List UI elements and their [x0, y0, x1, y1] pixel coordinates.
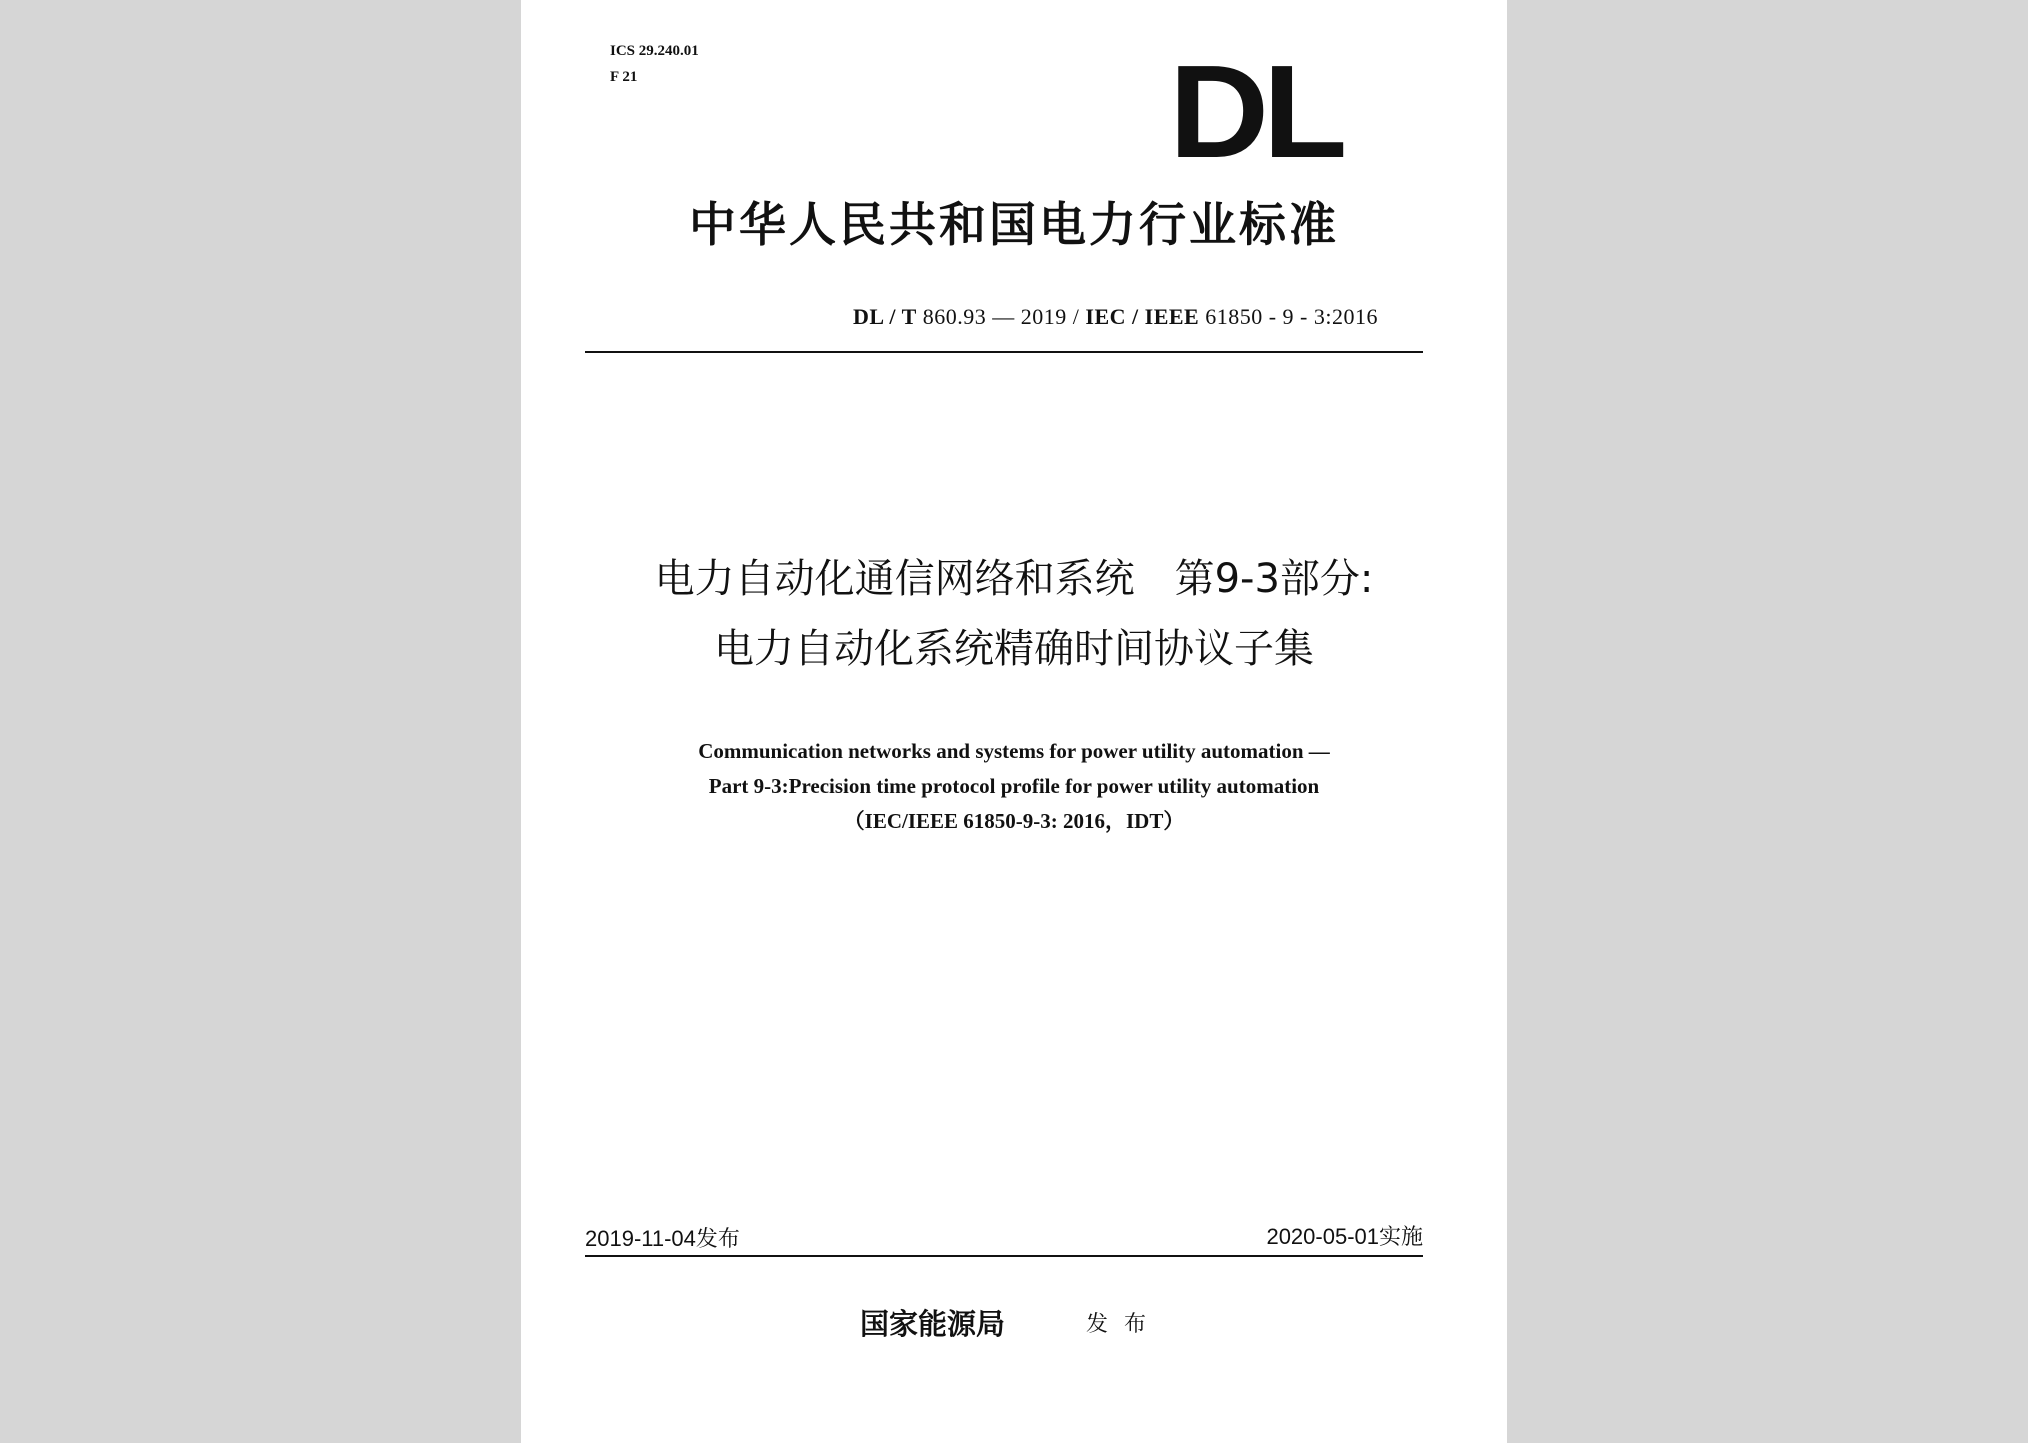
ccs-code: F 21 [610, 69, 638, 85]
standard-organization-title: 中华人民共和国电力行业标准 [689, 198, 1339, 253]
english-title-line-1: Communication networks and systems for power utility automation — [698, 739, 1330, 763]
bottom-divider [585, 1255, 1423, 1257]
english-title [561, 734, 1467, 839]
english-title-line-2: Part 9-3:Precision time protocol profile for power utility automation [708, 774, 1320, 798]
iec-number: 61850 - 9 - 3:2016 [1199, 304, 1378, 329]
dl-number: 860.93 — 2019 / [916, 304, 1086, 329]
classification-codes [610, 38, 699, 90]
top-divider [585, 351, 1423, 353]
iec-prefix: IEC / IEEE [1085, 304, 1200, 329]
chinese-title-line-2: 电力自动化系统精确时间协议子集 [714, 626, 1314, 672]
publish-date: 2019-11-04发布 [585, 1226, 740, 1251]
standard-code [583, 302, 1378, 332]
issue-action: 发布 [1086, 1312, 1163, 1337]
english-title-line-3: （IEC/IEEE 61850-9-3: 2016，IDT） [843, 809, 1185, 833]
dl-prefix: DL / T [853, 304, 917, 329]
chinese-title [561, 544, 1467, 684]
issuer-name: 国家能源局 [860, 1307, 1006, 1341]
dl-logo: DL [1169, 38, 1342, 185]
document-page [521, 0, 1507, 1443]
chinese-title-line-1: 电力自动化通信网络和系统 第9-3部分: [654, 556, 1374, 602]
implement-date: 2020-05-01实施 [1266, 1224, 1423, 1249]
ics-code: ICS 29.240.01 [610, 43, 699, 59]
